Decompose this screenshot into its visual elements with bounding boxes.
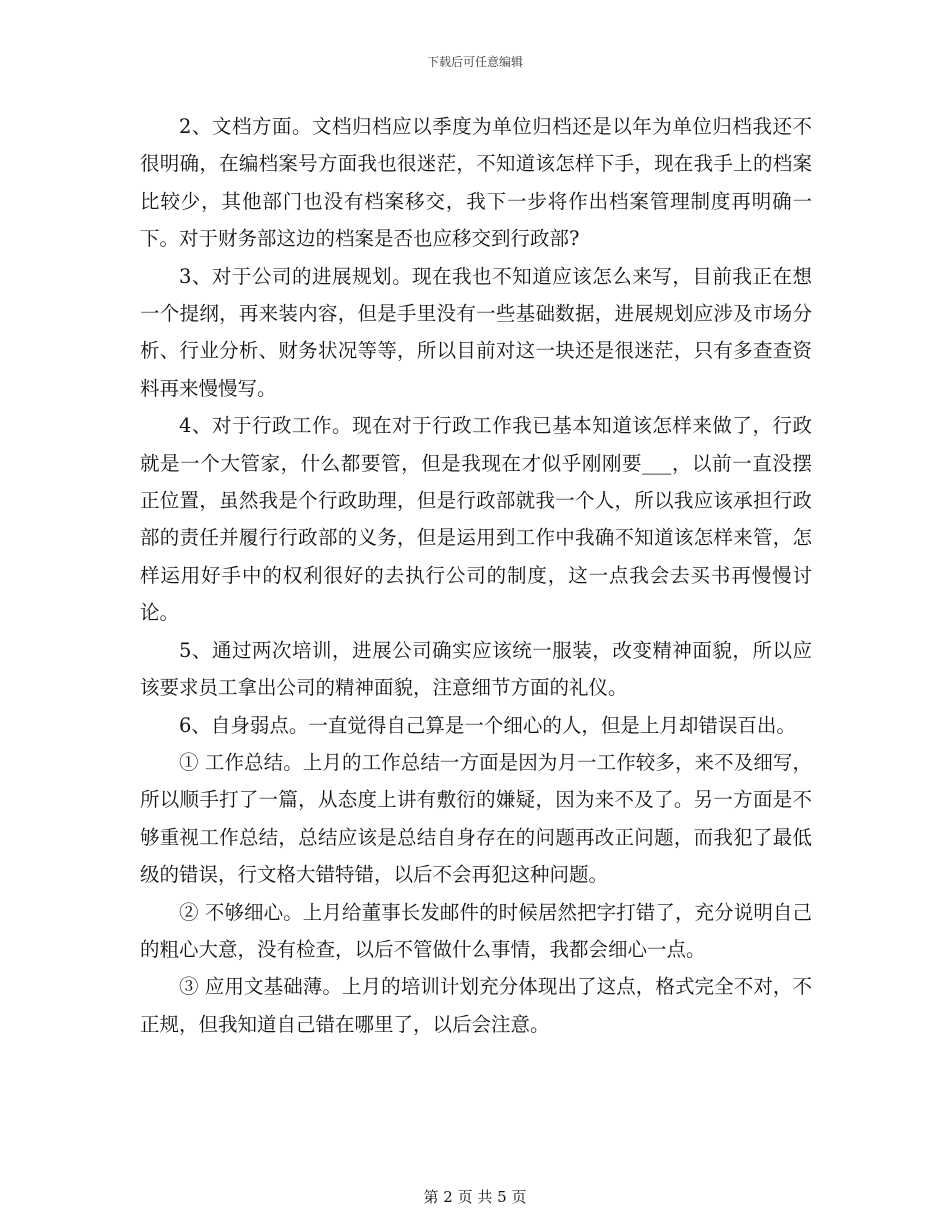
paragraph-archives: 2、文档方面。文档归档应以季度为单位归档还是以年为单位归档我还不很明确，在编档案号方面我也很迷茫，不知道该怎样下手，现在我手上的档案比较少，其他部门也没有档案移交，我下一步将作出档案管理制度再明确一下。对于财务部这边的档案是否也应移交到行政部? [140, 115, 812, 251]
paragraph-admin-work: 4、对于行政工作。现在对于行政工作我已基本知道该怎样来做了，行政就是一个大管家，什么都要管，但是我现在才似乎刚刚要___，以前一直没摆正位置，虽然我是个行政助理，但是行政部就我一个人，所以我应该承担行政部的责任并履行行政部的义务，但是运用到工作中我确不知道该怎样来管，怎样运用好手中的权利很好的去执行公司的制度，这一点我会去买书再慢慢讨论。 [140, 414, 812, 625]
page-number: 第 2 页 共 5 页 [423, 1188, 527, 1206]
paragraph-development-plan: 3、对于公司的进展规划。现在我也不知道应该怎么来写，目前我正在想一个提纲，再来装内容，但是手里没有一些基础数据，进展规划应涉及市场分析、行业分析、财务状况等等，所以目前对这一块还是很迷茫，只有多查查资料再来慢慢写。 [140, 264, 812, 400]
paragraph-writing-basics: ③ 应用文基础薄。上月的培训计划充分体现出了这点，格式完全不对，不正规，但我知道自己错在哪里了，以后会注意。 [140, 975, 812, 1036]
paragraph-work-summary: ① 工作总结。上月的工作总结一方面是因为月一工作较多，来不及细写，所以顺手打了一篇，从态度上讲有敷衍的嫌疑，因为来不及了。另一方面是不够重视工作总结，总结应该是总结自身存在的问题再改正问题，而我犯了最低级的错误，行文格大错特错，以后不会再犯这种问题。 [140, 750, 812, 887]
paragraph-carefulness: ② 不够细心。上月给董事长发邮件的时候居然把字打错了，充分说明自己的粗心大意，没有检查，以后不管做什么事情，我都会细心一点。 [140, 900, 812, 961]
paragraph-training: 5、通过两次培训，进展公司确实应该统一服装，改变精神面貌，所以应该要求员工拿出公司的精神面貌，注意细节方面的礼仪。 [140, 638, 812, 700]
page-header: 下载后可任意编辑 [426, 55, 523, 69]
paragraph-weakness: 6、自身弱点。一直觉得自己算是一个细心的人，但是上月却错误百出。 [179, 713, 796, 737]
document-body [140, 108, 812, 1043]
